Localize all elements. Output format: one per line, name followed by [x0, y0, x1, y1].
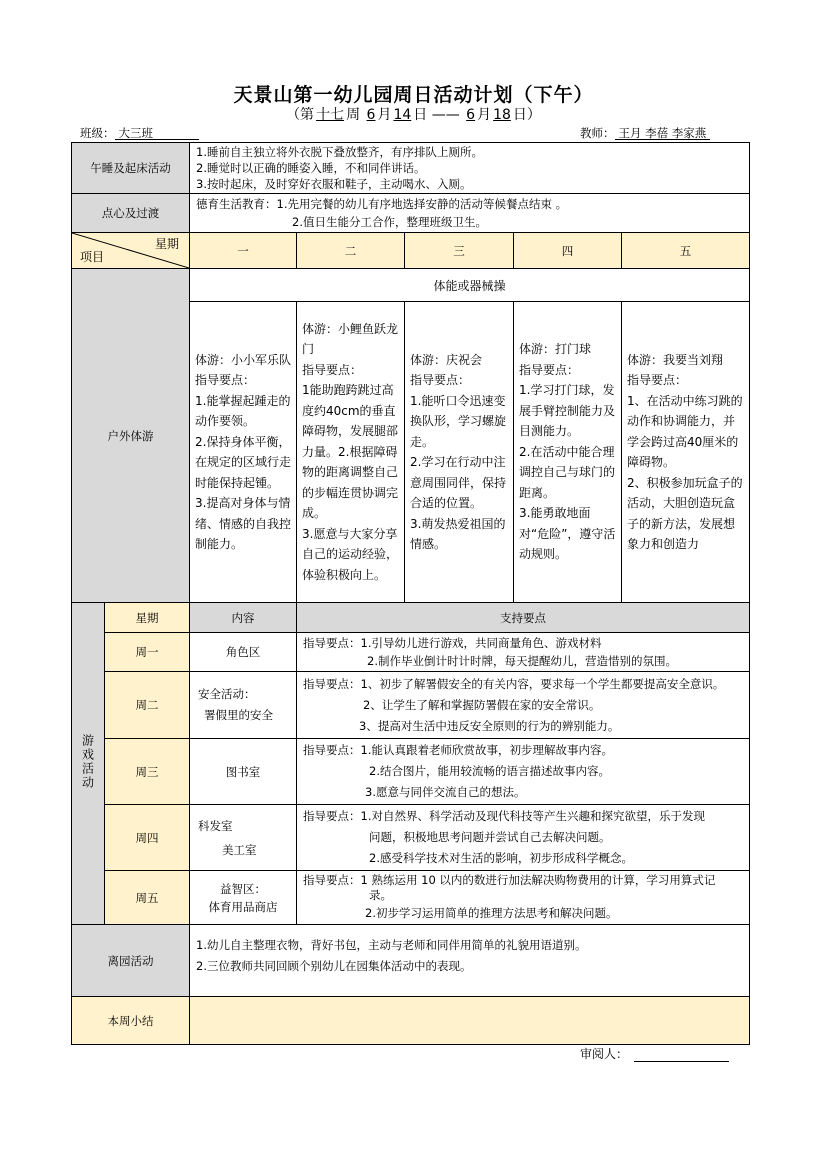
reviewer-signature-line[interactable]: [634, 1049, 729, 1062]
games-point: 2.制作毕业倒计时计时牌，每天提醒幼儿，营造惜别的氛围。: [367, 654, 677, 668]
outdoor-points-label: 指导要点：: [410, 373, 471, 387]
corner-item-label: 项目: [80, 250, 105, 264]
activity-plan-table: [71, 142, 750, 1045]
start-day: 14: [393, 107, 412, 123]
outdoor-point: 3.提高对身体与情绪、情感的自我控制能力。: [195, 496, 292, 551]
games-point: 3、提高对生活中违反安全原则的行为的辨别能力。: [359, 718, 620, 733]
games-content-line: 署假里的安全: [204, 708, 273, 722]
teacher-value: 王月 李蓓 李家燕: [615, 127, 711, 140]
day-label-1: 日: [413, 107, 428, 123]
games-content-line: 益智区：: [220, 881, 266, 896]
summary-label: 本周小结: [72, 997, 190, 1045]
class-label: 班级：: [80, 126, 115, 140]
range-separator: ——: [431, 107, 460, 123]
nap-row: [72, 143, 750, 194]
games-point: 问题，积极地思考问题并尝试自己去解决问题。: [369, 830, 611, 844]
games-point: 指导要点：1.引导幼儿进行游戏，共同商量角色、游戏材料: [303, 636, 602, 650]
leave-row: [72, 925, 750, 997]
snack-item: 德育生活教育：1.先用完餐的幼儿有序地选择安静的活动等候餐点结束 。: [196, 197, 568, 211]
games-points: [297, 633, 750, 672]
day-header: 四: [514, 233, 622, 269]
games-col-content: 内容: [190, 603, 297, 633]
games-content: 角色区: [190, 633, 297, 672]
games-point: 2.感受科学技术对生活的影响，初步形成科学概念。: [369, 851, 633, 865]
reviewer-label: 审阅人：: [580, 1047, 629, 1061]
games-content: [190, 805, 297, 871]
games-point: 2.初步学习运用简单的推理方法思考和解决问题。: [365, 905, 618, 920]
outdoor-point: 2.在活动中能合理调控自己与球门的距离。: [519, 444, 616, 500]
games-content-line: 安全活动：: [198, 687, 256, 701]
games-content: [190, 672, 297, 739]
day-header: 二: [297, 233, 405, 269]
outdoor-point: 2.保持身体平衡，在规定的区域行走时能保持起锺。: [195, 434, 292, 490]
leave-content: [190, 925, 750, 997]
snack-label: 点心及过渡: [72, 194, 190, 233]
month-label-2: 月: [477, 107, 492, 123]
end-month: 6: [466, 107, 476, 123]
nap-label: 午睡及起床活动: [72, 143, 190, 194]
summary-field[interactable]: [190, 997, 750, 1045]
nap-content: [190, 143, 750, 194]
outdoor-day-5: [622, 302, 750, 603]
outdoor-point: 1.学习打门球，发展手臂控制能力及目测能力。: [519, 383, 616, 439]
games-row: [72, 633, 750, 672]
day-header: 五: [622, 233, 750, 269]
nap-item: 2.睡觉时以正确的睡姿入睡，不和同伴讲话。: [196, 161, 426, 175]
games-header-row: [72, 603, 750, 633]
games-content: 图书室: [190, 739, 297, 805]
outdoor-point: 1、在活动中练习跳的动作和协调能力，并学会跨过高40厘米的障碍物。: [627, 393, 743, 469]
week-prefix: （第: [286, 107, 315, 123]
outdoor-point: 1.能掌握起踵走的动作要领。: [195, 393, 291, 428]
games-points: [297, 871, 750, 925]
outdoor-point: 1能助跑跨跳过高度约40cm的垂直障碍物，发展腿部力量。2.根据障碍物的距离调整自己的步幅连贯协调完成。: [302, 383, 399, 521]
corner-cell: [72, 233, 190, 269]
outdoor-game-title: 体游：打门球: [519, 342, 592, 357]
start-month: 6: [366, 107, 376, 123]
nap-item: 1.睡前自主独立将外衣脱下叠放整齐，有序排队上厕所。: [196, 145, 483, 159]
outdoor-game-title: 体游：小小军乐队: [195, 352, 292, 367]
games-day: 周四: [105, 805, 190, 871]
end-day: 18: [493, 107, 511, 123]
week-number: 十七: [316, 107, 345, 123]
month-label-1: 月: [377, 107, 392, 123]
games-content-line: 体育用品商店: [208, 899, 278, 914]
outdoor-point: 3.能勇敢地面对“危险”，遵守活动规则。: [519, 506, 616, 562]
outdoor-points-label: 指导要点：: [302, 362, 363, 377]
class-value: 大三班: [115, 127, 199, 140]
outdoor-point: 3.愿意与大家分享自己的运动经验，体验积极向上。: [302, 526, 399, 582]
snack-content: [190, 194, 750, 233]
games-point: 指导要点：1、初步了解署假安全的有关内容，要求每一个学生都要提高安全意识。: [303, 676, 725, 691]
teacher-info: [580, 125, 710, 141]
games-points: [297, 672, 750, 739]
leave-item: 2.三位教师共同回顾个别幼儿在园集体活动中的表现。: [196, 959, 472, 973]
games-point: 录。: [369, 887, 392, 902]
games-row: [72, 739, 750, 805]
games-label: 游戏活动: [80, 734, 95, 790]
outdoor-point: 3.萌发热爱祖国的情感。: [410, 516, 506, 551]
snack-row: [72, 194, 750, 233]
outdoor-day-4: [514, 302, 622, 603]
games-point: 指导要点：1 熟练运用 10 以内的数进行加法解决购物费用的计算，学习用算式记: [303, 872, 716, 887]
outdoor-point: 2.学习在行动中注意周围同伴，保持合适的位置。: [410, 455, 507, 510]
games-points: [297, 805, 750, 871]
games-row: [72, 871, 750, 925]
games-content-line: 科发室: [198, 818, 233, 833]
teacher-label: 教师：: [580, 126, 615, 140]
snack-item: 2.值日生能分工合作，整理班级卫生。: [292, 215, 487, 229]
summary-row: [72, 997, 750, 1045]
games-day: 周五: [105, 871, 190, 925]
outdoor-game-title: 体游：庆祝会: [410, 352, 483, 367]
outdoor-points-label: 指导要点：: [195, 373, 256, 387]
page-title: 天景山第一幼儿园周日活动计划（下午）: [233, 84, 594, 106]
games-day: 周二: [105, 672, 190, 739]
games-row: [72, 672, 750, 739]
games-day: 周三: [105, 739, 190, 805]
leave-label: 离园活动: [72, 925, 190, 997]
reviewer-signature: [580, 1045, 729, 1062]
games-point: 指导要点：1.对自然界、科学活动及现代科技等产生兴趣和探究欲望，乐于发现: [303, 809, 705, 823]
games-label-cell: [72, 603, 105, 925]
games-col-day: 星期: [105, 603, 190, 633]
class-info: [80, 125, 199, 141]
day-header: 三: [405, 233, 514, 269]
games-content: [190, 871, 297, 925]
outdoor-day-1: [190, 302, 297, 603]
outdoor-points-label: 指导要点：: [519, 362, 580, 377]
day-header: 一: [190, 233, 297, 269]
outdoor-game-title: 体游：我要当刘翔: [627, 352, 724, 367]
week-label: 周: [346, 107, 361, 123]
games-point: 指导要点：1.能认真跟着老师欣赏故事，初步理解故事内容。: [303, 743, 613, 757]
outdoor-points-label: 指导要点：: [627, 373, 688, 387]
week-range: [0, 104, 827, 124]
outdoor-day-3: [405, 302, 514, 603]
week-header-row: [72, 233, 750, 269]
outdoor-day-2: [297, 302, 405, 603]
games-col-points: 支持要点: [297, 603, 750, 633]
nap-item: 3.按时起床，及时穿好衣服和鞋子，主动喝水、入厕。: [196, 177, 472, 191]
range-suffix: 日）: [512, 107, 541, 123]
games-point: 2、让学生了解和掌握防署假在家的安全常识。: [363, 697, 601, 712]
corner-weekday-label: 星期: [154, 237, 179, 251]
games-row: [72, 805, 750, 871]
outdoor-label: 户外体游: [72, 269, 190, 603]
outdoor-subheader: 体能或器械操: [190, 269, 750, 302]
outdoor-point: 2、积极参加玩盒子的活动，大胆创造玩盒子的新方法，发展想象力和创造力: [627, 475, 743, 551]
games-content-line: 美工室: [222, 842, 257, 857]
games-point: 2.结合图片，能用较流畅的语言描述故事内容。: [369, 764, 610, 778]
leave-item: 1.幼儿自主整理衣物，背好书包，主动与老师和同伴用简单的礼貌用语道别。: [196, 938, 587, 952]
outdoor-point: 1.能听口令迅速变换队形，学习螺旋走。: [410, 393, 507, 449]
outdoor-game-title: 体游：小鲤鱼跃龙门: [302, 321, 399, 357]
outdoor-subheader-row: [72, 269, 750, 302]
games-points: [297, 739, 750, 805]
games-day: 周一: [105, 633, 190, 672]
games-point: 3.愿意与同伴交流自己的想法。: [365, 785, 526, 799]
